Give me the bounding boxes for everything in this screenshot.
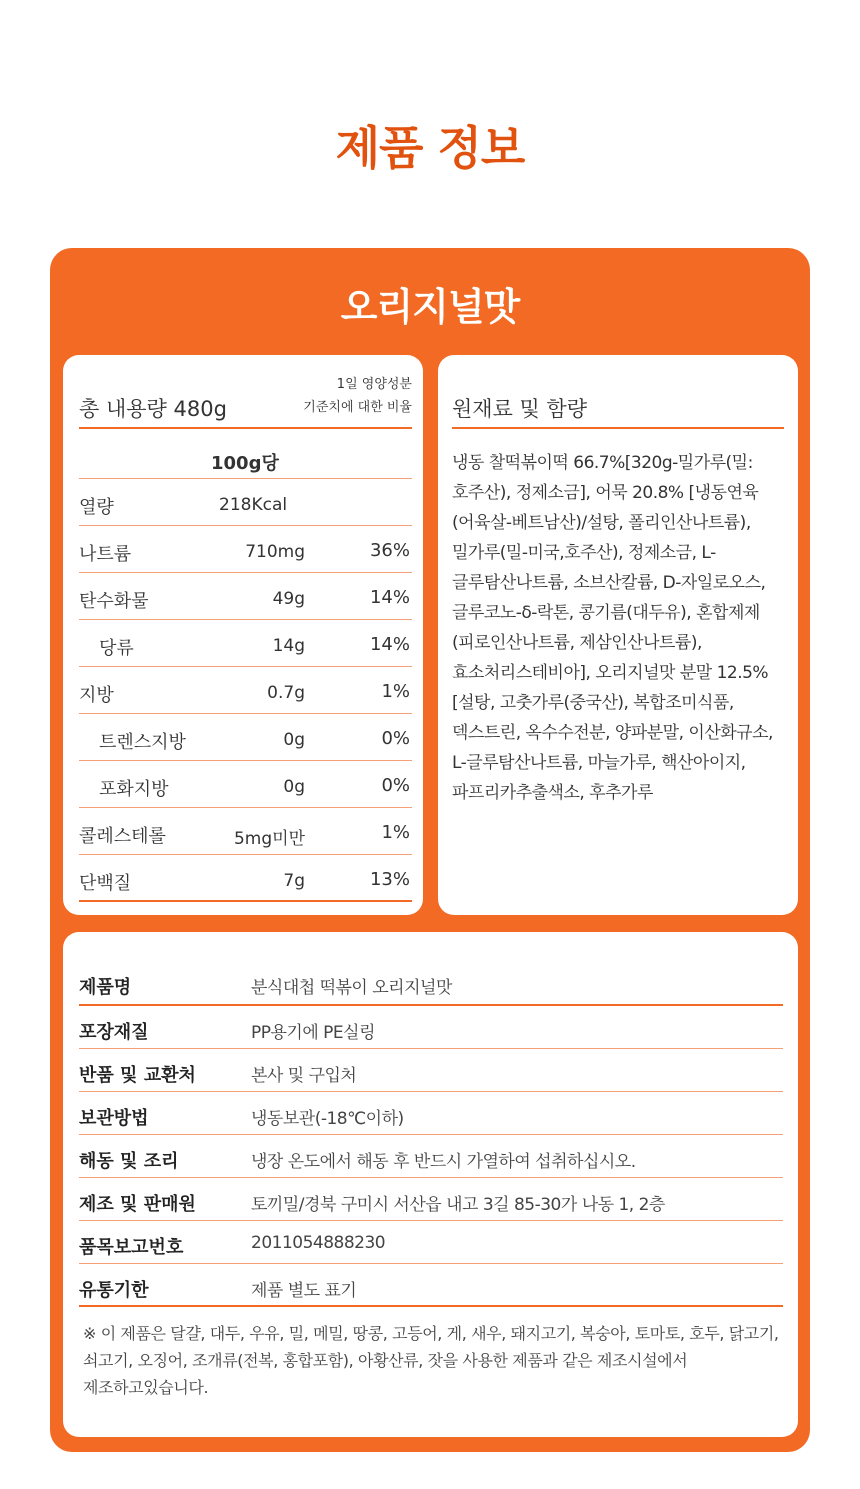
info-value: 2011054888230: [251, 1233, 386, 1253]
info-value: 냉동보관(-18℃이하): [251, 1109, 404, 1129]
nutrition-row-cholesterol: [79, 808, 412, 855]
nutrient-amount: 710mg: [245, 542, 305, 562]
info-row-manufacturer: [79, 1178, 783, 1221]
ingredients-title: 원재료 및 함량: [452, 397, 588, 421]
nutrition-row-carbohydrate: [79, 573, 412, 620]
ingredients-header: [452, 369, 784, 429]
info-label: 제조 및 판매원: [79, 1194, 196, 1215]
info-value: PP용기에 PE실링: [251, 1023, 376, 1043]
info-value: 분식대첩 떡볶이 오리지널맛: [251, 978, 452, 998]
nutrient-percent: 13%: [369, 869, 410, 890]
nutrient-name: 나트륨: [79, 544, 132, 565]
total-content: 총 내용량 480g: [79, 397, 227, 421]
nutrient-name: 포화지방: [99, 779, 169, 800]
allergy-note: ※ 이 제품은 달걀, 대두, 우유, 밀, 메밀, 땅콩, 고등어, 게, 새우, 돼지고기, 복숭아, 토마토, 호두, 닭고기, 쇠고기, 오징어, 조개류(전복, 홍합포함), 아황산류, 잣을 사용한 제품과 같은 제조시설에서 제조하고있습니다.: [83, 1324, 779, 1397]
nutrient-name: 열량: [79, 497, 114, 518]
nutrient-percent: 0%: [381, 728, 410, 749]
per-100g-label: 100g당: [211, 453, 279, 474]
info-row-cooking: [79, 1135, 783, 1178]
info-row-returns: [79, 1049, 783, 1092]
info-label: 해동 및 조리: [79, 1151, 179, 1172]
nutrient-percent: 1%: [381, 822, 410, 843]
nutrition-panel: [63, 355, 423, 915]
nutrient-percent: 14%: [369, 587, 410, 608]
nutrient-amount: 5mg미만: [233, 829, 305, 849]
info-value: 토끼밀/경북 구미시 서산읍 내고 3길 85-30가 나동 1, 2층: [251, 1195, 665, 1215]
product-details-table: [79, 960, 783, 1307]
nutrient-name: 지방: [79, 685, 114, 706]
info-row-product-name: [79, 960, 783, 1006]
nutrient-amount: 0.7g: [267, 683, 305, 703]
info-value: 제품 별도 표기: [251, 1281, 357, 1301]
ingredients-text: 냉동 찰떡볶이떡 66.7%[320g-밀가루(밀:호주산), 정제소금], 어묵 20.8% [냉동연육(어육살-베트남산)/설탕, 폴리인산나트륨), 밀가루(밀-미국,호주산), 정제소금, L-글루탐산나트륨, 소브산칼륨, D-자일로오스, 글루코노-δ-락톤, 콩기름(대두유), 혼합제제(피로인산나트륨, 제삼인산나트륨), 효소처리스테비아], 오리지널맛 분말 12.5%[설탕, 고춧가루(중국산), 복합조미식품, 덱스트린, 옥수수전분, 양파분말, 이산화규소, L-글루탐산나트륨, 마늘가루, 핵산아이지, 파프리카추출색소, 후추가루: [452, 453, 773, 803]
nutrient-percent: 14%: [369, 634, 410, 655]
ingredients-panel: [438, 355, 798, 915]
nutrition-row-calories: [79, 479, 412, 526]
nutrient-name: 콜레스테롤: [79, 826, 166, 847]
nutrition-row-sugars: [79, 620, 412, 667]
nutrition-row-protein: [79, 855, 412, 902]
nutrition-row-fat: [79, 667, 412, 714]
nutrition-rows: [79, 479, 412, 902]
nutrition-row-saturated-fat: [79, 761, 412, 808]
nutrition-row-trans-fat: [79, 714, 412, 761]
nutrient-name: 탄수화물: [79, 591, 149, 612]
nutrient-amount: 14g: [272, 636, 305, 656]
nutrition-row-sodium: [79, 526, 412, 573]
info-value: 본사 및 구입처: [251, 1066, 357, 1086]
daily-reference-line2: 기준치에 대한 비율: [303, 400, 412, 415]
nutrient-name: 단백질: [79, 873, 132, 894]
info-row-packaging: [79, 1006, 783, 1049]
nutrient-amount: 0g: [283, 777, 305, 797]
nutrient-amount: 218Kcal: [219, 495, 288, 515]
page-title: 제품 정보: [335, 121, 525, 175]
nutrient-percent: 36%: [369, 540, 410, 561]
info-label: 포장재질: [79, 1022, 149, 1043]
flavor-title: 오리지널맛: [340, 285, 520, 329]
info-label: 제품명: [79, 977, 132, 998]
nutrition-header: [79, 369, 412, 429]
info-label: 보관방법: [79, 1108, 149, 1129]
nutrient-percent: 1%: [381, 681, 410, 702]
info-row-report-number: [79, 1221, 783, 1264]
nutrient-percent: 0%: [381, 775, 410, 796]
info-row-storage: [79, 1092, 783, 1135]
nutrient-amount: 0g: [283, 730, 305, 750]
nutrient-name: 트렌스지방: [99, 732, 186, 753]
daily-reference-label: [272, 373, 412, 419]
daily-reference-line1: 1일 영양성분: [336, 377, 412, 392]
info-label: 품목보고번호: [79, 1237, 184, 1258]
nutrient-amount: 49g: [272, 589, 305, 609]
info-label: 유통기한: [79, 1280, 149, 1301]
nutrient-amount: 7g: [283, 871, 305, 891]
per-100g-row: [79, 435, 412, 479]
product-details-panel: [63, 932, 798, 1437]
nutrient-name: 당류: [99, 638, 134, 659]
info-row-expiration: [79, 1264, 783, 1307]
info-label: 반품 및 교환처: [79, 1065, 196, 1086]
info-value: 냉장 온도에서 해동 후 반드시 가열하여 섭취하십시오.: [251, 1152, 636, 1172]
